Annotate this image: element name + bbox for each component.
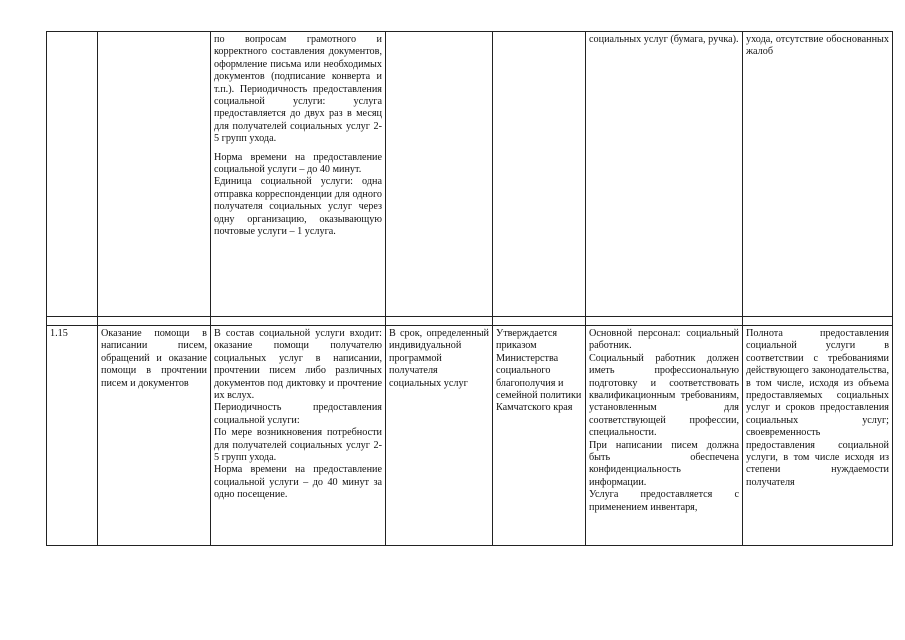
content-paragraph: Единица социальной услуги: одна отправка корреспонденции для одного получателя социальных услуг через одну организацию, оказывающую почтовые услуги – 1 услуга. [214, 176, 382, 238]
cell-indicators: Полнота предоставления социальной услуги в соответствии с требованиями действующего законодательства, в том числе, исходя из объема предоставляемых социальных услуг и сроков предоставления социальных услуг; своевременность предоставления социальной услуги, в том числе исходя из степени нуждаемости получателя [743, 326, 893, 546]
cell-term [386, 32, 493, 317]
conditions-paragraph: При написании писем должна быть обеспечена конфиденциальность информации. [589, 439, 739, 488]
content-paragraph: Норма времени на предоставление социальной услуги – до 40 минут. [214, 151, 382, 176]
conditions-paragraph: Основной персонал: социальный работник. [589, 328, 739, 352]
cell-number [47, 32, 98, 317]
services-table [46, 31, 893, 546]
cell-service-content [211, 32, 386, 317]
conditions-paragraph: Социальный работник должен иметь профессиональную подготовку и соответствовать квалификационным требованиям, установленным для соответствующей профессии, специальности. [589, 352, 739, 439]
conditions-paragraph: Услуга предоставляется с применением инвентаря, [589, 489, 739, 513]
cell-number: 1.15 [47, 326, 98, 546]
cell-service-name [98, 32, 211, 317]
cell-service-name: Оказание помощи в написании писем, обращений и оказание помощи в прочтении писем и документов [98, 326, 211, 546]
content-paragraph: Периодичность предоставления социальной услуги: [214, 402, 382, 426]
cell-service-content [211, 326, 386, 546]
table-spacer-row [47, 317, 893, 326]
cell-approval [493, 32, 586, 317]
content-paragraph: по вопросам грамотного и корректного составления документов, оформление письма или необходимых документов (подписание конверта и т.п.). Периодичность предоставления социальной услуги: услуга предоставляется до двух раз в месяц для получателей социальных услуг 2-5 групп ухода. [214, 34, 382, 145]
cell-term: В срок, определенный индивидуальной программой получателя социальных услуг [386, 326, 493, 546]
cell-approval: Утверждается приказом Министерства социального благополучия и семейной политики Камчатского края [493, 326, 586, 546]
cell-conditions [586, 326, 743, 546]
content-paragraph: Норма времени на предоставление социальной услуги – до 40 минут за одно посещение. [214, 464, 382, 501]
content-paragraph: По мере возникновения потребности для получателей социальных услуг 2-5 групп ухода. [214, 427, 382, 464]
content-paragraph: В состав социальной услуги входит: оказание помощи получателю социальных услуг в написании, прочтении писем либо различных документов под диктовку и прочтение их вслух. [214, 328, 382, 402]
cell-conditions: социальных услуг (бумага, ручка). [586, 32, 743, 317]
table-row [47, 32, 893, 317]
table-row [47, 326, 893, 546]
cell-indicators: ухода, отсутствие обоснованных жалоб [743, 32, 893, 317]
